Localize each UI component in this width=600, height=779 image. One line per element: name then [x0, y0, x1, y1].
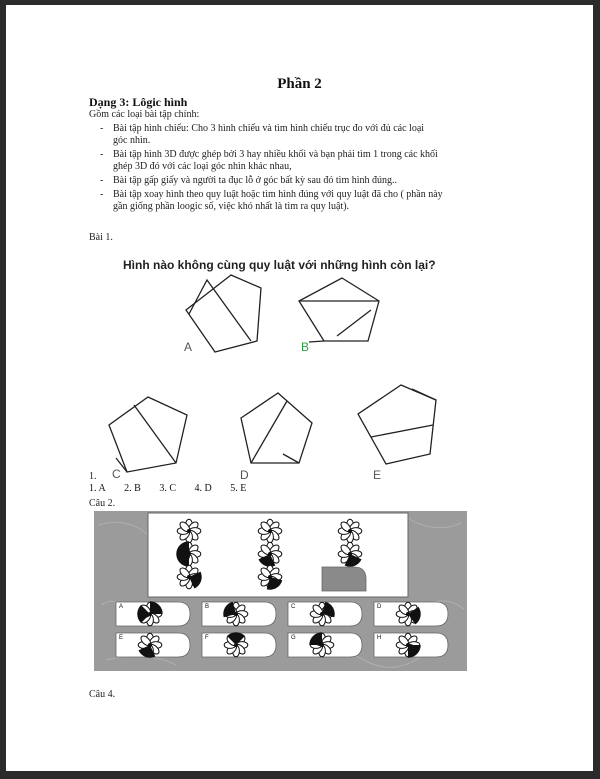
bullet-mark: -	[100, 189, 104, 200]
question-1-label: Bài 1.	[89, 232, 113, 243]
answer-2: 2. B	[124, 483, 141, 494]
answer-3: 3. C	[159, 483, 177, 494]
question-4-label: Câu 4.	[89, 689, 116, 700]
option-letter-a: A	[119, 604, 124, 610]
bullet-mark: -	[100, 149, 104, 160]
section-heading: Dạng 3: Lôgic hình	[89, 95, 188, 109]
list-number: 1.	[89, 471, 97, 482]
document-page	[6, 5, 593, 771]
bullet-1-line-1: Bài tập hình chiếu: Cho 3 hình chiếu và tìm hình chiếu trục đo với đủ các loại	[113, 123, 425, 134]
option-label-d: D	[240, 468, 249, 482]
option-letter-g: G	[291, 635, 296, 641]
option-letter-d: D	[377, 604, 382, 610]
bullet-2-line-1: Bài tập hình 3D được ghép bởi 3 hay nhiều khối và bạn phải tìm 1 trong các khối	[113, 149, 438, 160]
flower-puzzle-image	[6, 5, 593, 771]
bullet-4-line-2: gần giống phần loogic số, việc khó nhất là tìm ra quy luật).	[113, 201, 350, 212]
option-label-c: C	[112, 467, 121, 481]
bullet-3-line-1: Bài tập gấp giấy và người ta đục lỗ ở góc bất kỳ sau đó tìm hình đúng..	[113, 175, 398, 186]
option-letter-b: B	[205, 604, 210, 610]
answer-1: 1. A	[89, 483, 106, 494]
bullet-mark: -	[100, 175, 104, 186]
bullet-2-line-2: ghép 3D đó với các loại góc nhìn khác nhau,	[113, 161, 292, 172]
option-letter-c: C	[291, 604, 296, 610]
option-letter-h: H	[377, 635, 382, 641]
answer-4: 4. D	[194, 483, 212, 494]
option-label-e: E	[373, 468, 382, 482]
option-letter-f: F	[205, 635, 209, 641]
question-2-label: Câu 2.	[89, 498, 116, 509]
answer-5: 5. E	[230, 483, 247, 494]
option-label-b: B	[301, 340, 310, 354]
option-letter-e: E	[119, 635, 124, 641]
bullet-mark: -	[100, 123, 104, 134]
intro-text: Gồm các loại bài tập chính:	[89, 109, 200, 120]
bullet-4-line-1: Bài tập xoay hình theo quy luật hoặc tìm hình đúng với quy luật đã cho ( phần này	[113, 189, 443, 200]
question-1-text: Hình nào không cùng quy luật với những hình còn lại?	[123, 258, 436, 272]
option-label-a: A	[184, 340, 193, 354]
bullet-1-line-2: góc nhìn.	[113, 135, 151, 146]
page-title: Phần 2	[277, 76, 322, 92]
